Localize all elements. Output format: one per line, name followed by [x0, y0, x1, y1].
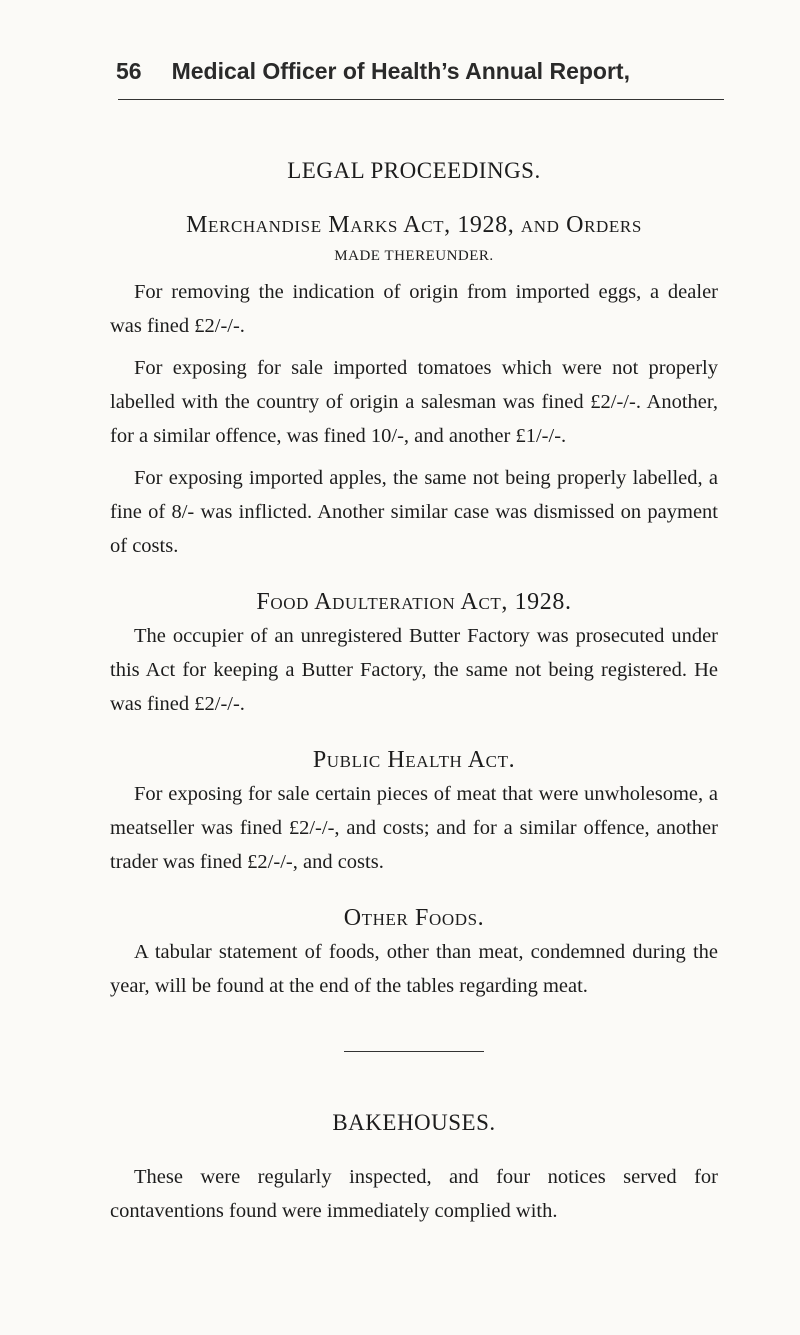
merchandise-subheading: MADE THEREUNDER.: [334, 248, 494, 264]
merchandise-paragraph-2: For exposing for sale imported tomatoes which were not properly labelled with the country of origin a salesman was fined £2/-/-. Another, for a similar offence, was fined 10/-, and another £1/-/-.: [110, 357, 718, 447]
merchandise-section: [110, 208, 718, 563]
food-heading: Food Adulteration Act, 1928.: [256, 589, 572, 615]
other-foods-heading: Other Foods.: [343, 905, 485, 931]
section-divider: [344, 1051, 484, 1052]
other-foods-section: [110, 901, 718, 1003]
food-paragraph: The occupier of an unregistered Butter Factory was prosecuted under this Act for keeping a Butter Factory, the same not being registered. He was fined £2/-/-.: [110, 625, 718, 715]
merchandise-paragraph-1: For removing the indication of origin from imported eggs, a dealer was fined £2/-/-.: [110, 281, 718, 337]
bakehouses-heading: BAKEHOUSES.: [332, 1110, 496, 1135]
food-section: [110, 585, 718, 721]
page-body: [110, 158, 718, 1236]
header-rule: [118, 99, 724, 100]
bakehouses-section: [110, 1110, 718, 1228]
public-health-heading: Public Health Act.: [312, 747, 516, 773]
bakehouses-paragraph: These were regularly inspected, and four notices served for contaventions found were immediately complied with.: [110, 1166, 718, 1222]
running-title: Medical Officer of Health’s Annual Report,: [171, 58, 630, 84]
page-number: 56: [116, 58, 142, 84]
merchandise-paragraph-3: For exposing imported apples, the same not being properly labelled, a fine of 8/- was inflicted. Another similar case was dismissed on payment of costs.: [110, 467, 718, 557]
public-health-section: [110, 743, 718, 879]
other-foods-paragraph: A tabular statement of foods, other than meat, condemned during the year, will be found at the end of the tables regarding meat.: [110, 941, 718, 997]
public-health-paragraph: For exposing for sale certain pieces of meat that were unwholesome, a meatseller was fined £2/-/-, and costs; and for a similar offence, another trader was fined £2/-/-, and costs.: [110, 783, 718, 873]
merchandise-heading: Merchandise Marks Act, 1928, and Orders: [186, 212, 642, 238]
page-header: [116, 58, 726, 85]
main-title: LEGAL PROCEEDINGS.: [287, 158, 541, 183]
